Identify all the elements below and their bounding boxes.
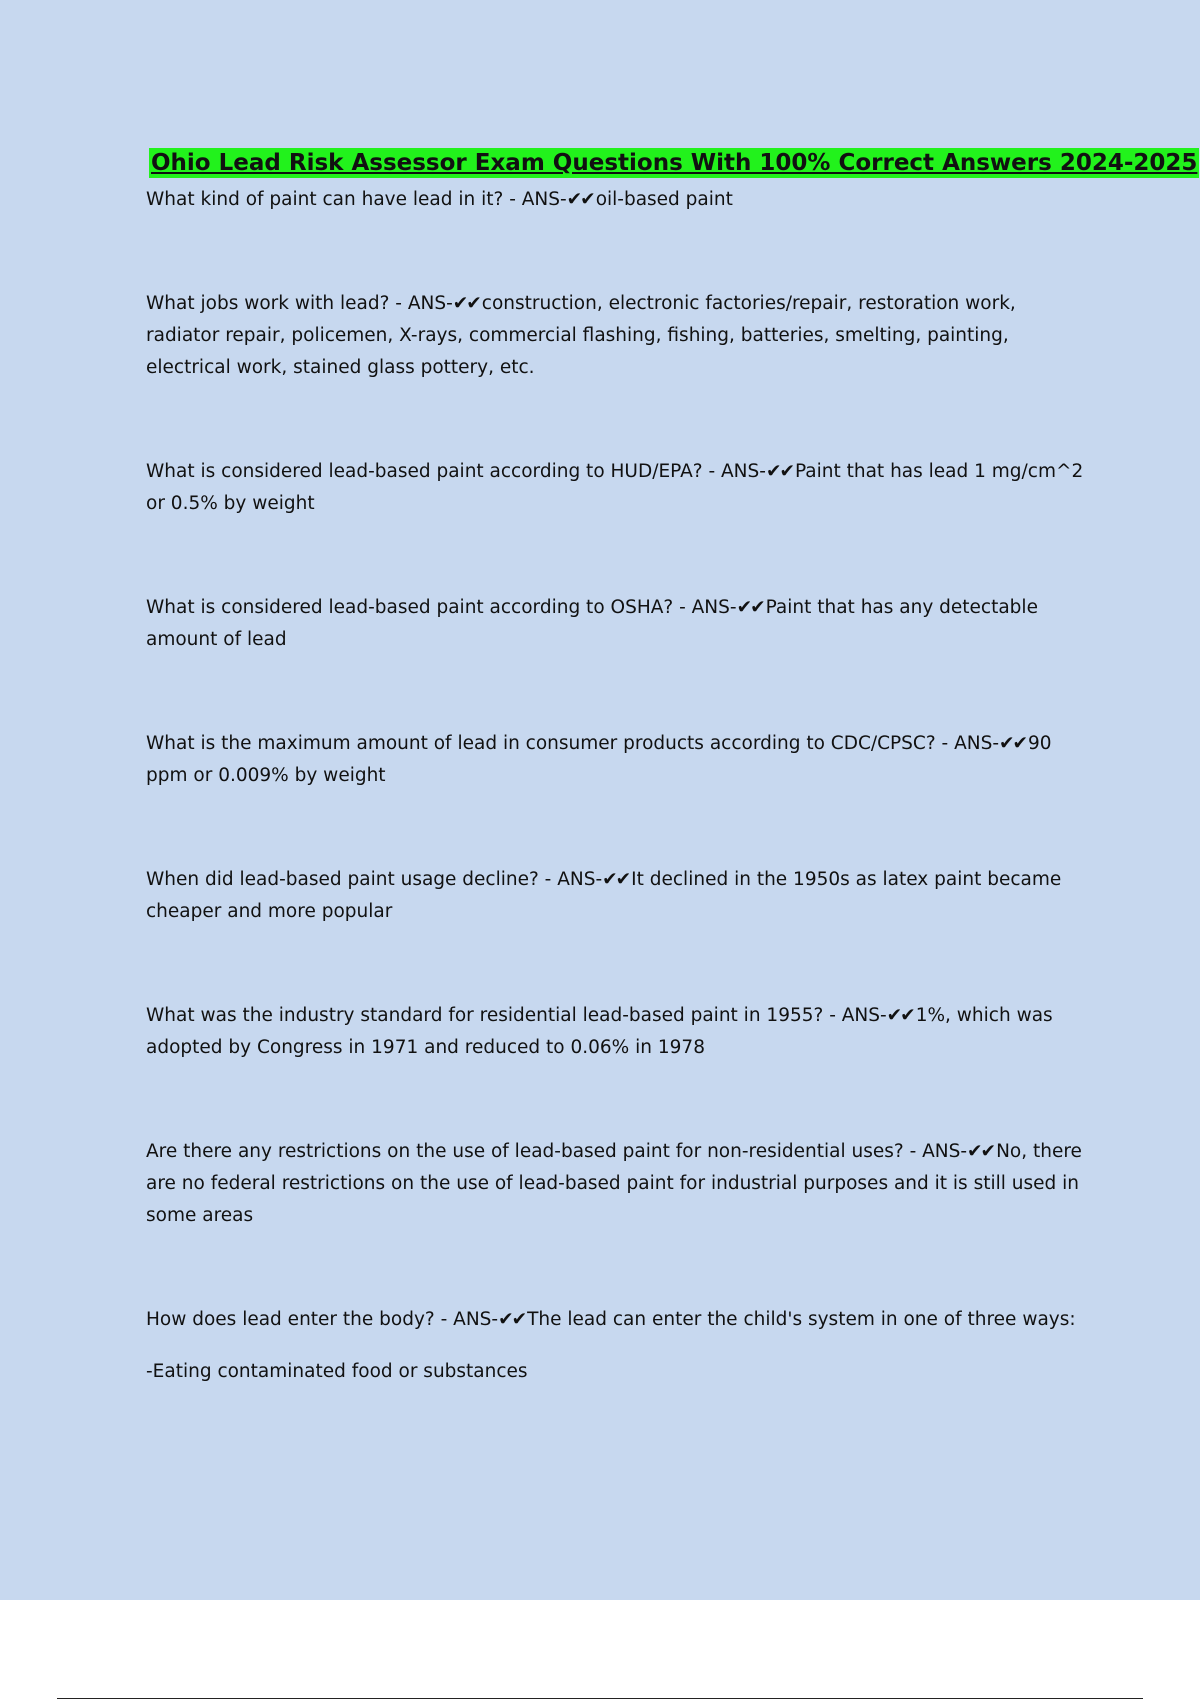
qa-item-8 [146,1136,1086,1232]
answer-text: No, there are no federal restrictions on the use of lead-based paint for industrial purposes and it is still used in some areas [146,1141,1082,1226]
question-text: When did lead-based paint usage decline? - ANS- [146,869,603,890]
answer-text: oil-based paint [595,189,733,210]
answer-text: Paint that has lead 1 mg/cm^2 or 0.5% by weight [146,461,1084,514]
checkmark-icon: ✔✔ [566,189,594,210]
qa-item-6 [146,864,1086,928]
answer-text: The lead can enter the child's system in one of three ways: [527,1309,1076,1330]
qa-item-1 [146,184,1086,216]
question-text: Are there any restrictions on the use of lead-based paint for non-residential uses? - ANS- [146,1141,968,1162]
document-title: Ohio Lead Risk Assessor Exam Questions With 100% Correct Answers 2024-2025 [151,150,1198,176]
qa-item-9 [146,1304,1086,1336]
question-text: What jobs work with lead? - ANS- [146,293,453,314]
question-text: What is the maximum amount of lead in consumer products according to CDC/CPSC? - ANS- [146,733,1000,754]
answer-text: 1%, which was adopted by Congress in 1971 and reduced to 0.06% in 1978 [146,1005,1053,1058]
qa-item-4 [146,592,1086,656]
qa-item-2 [146,288,1086,384]
qa-item-5 [146,728,1086,792]
question-text: How does lead enter the body? - ANS- [146,1309,499,1330]
checkmark-icon: ✔✔ [602,869,630,890]
question-text: What is considered lead-based paint according to HUD/EPA? - ANS- [146,461,766,482]
qa-item-7 [146,1000,1086,1064]
checkmark-icon: ✔✔ [886,1005,914,1026]
question-text: What kind of paint can have lead in it? - ANS- [146,189,567,210]
answer-text: Paint that has any detectable amount of lead [146,597,1038,650]
answer-text: 90 ppm or 0.009% by weight [146,733,1052,786]
checkmark-icon: ✔✔ [967,1141,995,1162]
question-text: What was the industry standard for residential lead-based paint in 1955? - ANS- [146,1005,887,1026]
checkmark-icon: ✔✔ [999,733,1027,754]
document-content [146,148,1198,1388]
checkmark-icon: ✔✔ [765,461,793,482]
checkmark-icon: ✔✔ [452,293,480,314]
checkmark-icon: ✔✔ [498,1309,526,1330]
checkmark-icon: ✔✔ [736,597,764,618]
question-text: What is considered lead-based paint according to OSHA? - ANS- [146,597,737,618]
answer-text: construction, electronic factories/repair, restoration work, radiator repair, policemen, X-rays, commercial flashing, fishing, batteries, smelting, painting, electrical work, stained glass pottery, etc. [146,293,1016,378]
footer-divider [57,1698,1143,1699]
answer-subline: -Eating contaminated food or substances [146,1361,528,1382]
answer-text: It declined in the 1950s as latex paint became cheaper and more popular [146,869,1062,922]
qa-item-3 [146,456,1086,520]
